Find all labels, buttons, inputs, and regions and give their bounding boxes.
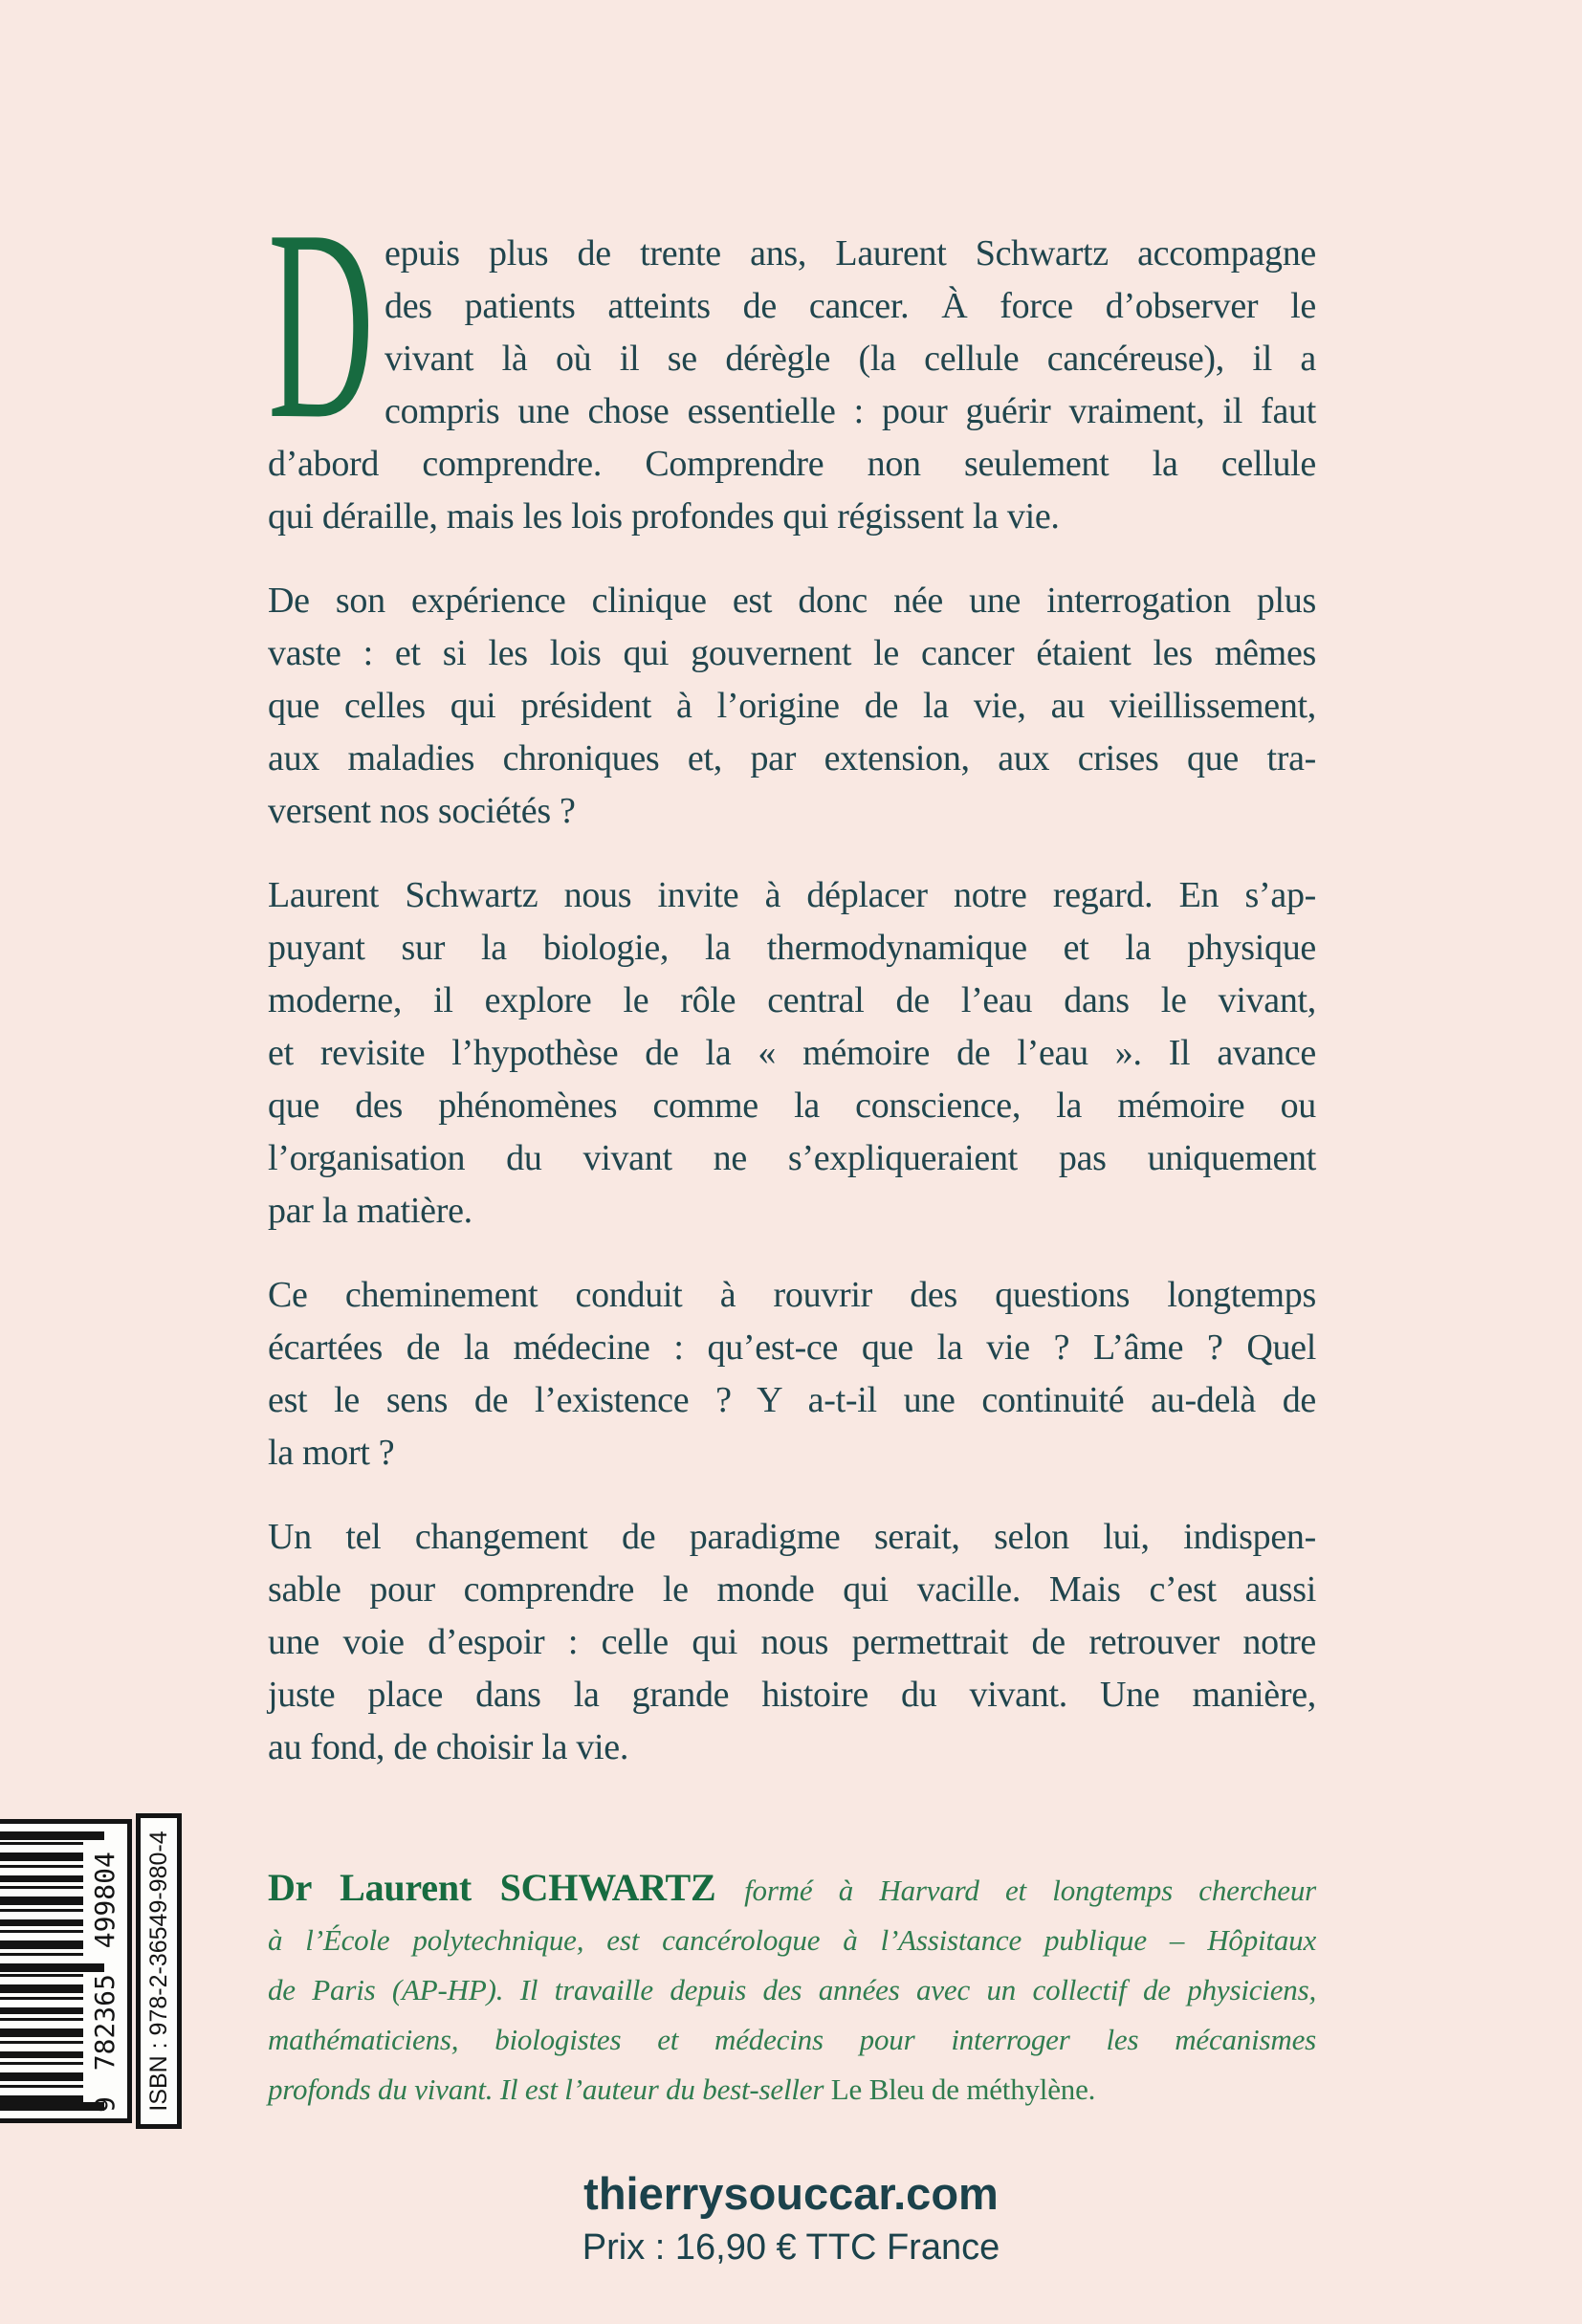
text-line: moderne, il explore le rôle central de l’eau dans le vivant, [268, 980, 1316, 1020]
text-line: écartées de la médecine : qu’est-ce que la vie ? L’âme ? Quel [268, 1327, 1316, 1368]
text-line: vivant là où il se dérègle (la cellule cancéreuse), il a [385, 339, 1316, 379]
text-line: vaste : et si les lois qui gouvernent le cancer étaient les mêmes [268, 633, 1316, 673]
text-line: l’organisation du vivant ne s’expliqueraient pas uniquement [268, 1138, 1316, 1178]
text-line: au fond, de choisir la vie. [268, 1727, 629, 1767]
author-block [268, 1863, 1316, 2115]
text-line: juste place dans la grande histoire du vivant. Une manière, [268, 1675, 1316, 1715]
author-text-segment: à l’École polytechnique, est cancérologue à l’Assistance publique – Hôpitaux [268, 1923, 1316, 1957]
text-line: une voie d’espoir : celle qui nous permettrait de retrouver notre [268, 1622, 1316, 1662]
paragraph [268, 173, 1316, 543]
drop-cap [268, 173, 375, 475]
author-line [268, 1863, 1316, 1916]
author-line [268, 1916, 1316, 1965]
text-line: Ce cheminement conduit à rouvrir des questions longtemps [268, 1275, 1316, 1315]
paragraph [268, 1269, 1316, 1480]
text-line: aux maladies chroniques et, par extension, aux crises que tra- [268, 738, 1316, 778]
text-line: d’abord comprendre. Comprendre non seulement la cellule [268, 444, 1316, 484]
text-line: De son expérience clinique est donc née une interrogation plus [268, 581, 1316, 621]
text-line: par la matière. [268, 1191, 472, 1231]
paragraph [268, 575, 1316, 838]
text-line: que des phénomènes comme la conscience, la mémoire ou [268, 1085, 1316, 1126]
text-line: sable pour comprendre le monde qui vacille. Mais c’est aussi [268, 1569, 1316, 1610]
barcode-digits: 9 782365 499804 [89, 1852, 121, 2113]
author-text-segment: formé à Harvard et longtemps chercheur [744, 1874, 1316, 1907]
text-line: puyant sur la biologie, la thermodynamique et la physique [268, 928, 1316, 968]
text-line: Laurent Schwartz nous invite à déplacer notre regard. En s’ap- [268, 875, 1316, 915]
text-line: compris une chose essentielle : pour guérir vraiment, il faut [385, 391, 1316, 431]
text-line: qui déraille, mais les lois profondes qui régissent la vie. [268, 496, 1060, 537]
text-line: et revisite l’hypothèse de la « mémoire de l’eau ». Il avance [268, 1033, 1316, 1073]
author-line [268, 2065, 1316, 2115]
paragraph [268, 869, 1316, 1238]
text-line: Un tel changement de paradigme serait, selon lui, indispen- [268, 1517, 1316, 1557]
author-text-segment: profonds du vivant. Il est l’auteur du best-seller [268, 2072, 831, 2106]
publisher-website: thierrysouccar.com [583, 2168, 999, 2219]
author-text-segment: de Paris (AP-HP). Il travaille depuis des années avec un collectif de physiciens, [268, 1973, 1316, 2006]
drop-cap-letter: D [268, 173, 375, 475]
author-line [268, 2015, 1316, 2065]
author-text-segment: Dr Laurent SCHWARTZ [268, 1866, 745, 1909]
body-text [268, 173, 1316, 1806]
text-line: la mort ? [268, 1433, 395, 1473]
paragraph [268, 1511, 1316, 1774]
price-text: Prix : 16,90 € TTC France [582, 2227, 1000, 2268]
text-line: est le sens de l’existence ? Y a-t-il une continuité au-delà de [268, 1380, 1316, 1420]
text-line: versent nos sociétés ? [268, 791, 576, 831]
author-line [268, 1965, 1316, 2015]
text-line: epuis plus de trente ans, Laurent Schwartz accompagne [385, 233, 1316, 274]
footer [0, 2167, 1582, 2269]
author-text-segment: mathématiciens, biologistes et médecins pour interroger les mécanismes [268, 2023, 1316, 2056]
isbn-text: ISBN : 978-2-36549-980-4 [145, 1831, 172, 2112]
barcode [0, 1819, 132, 2123]
text-line: que celles qui président à l’origine de la vie, au vieillissement, [268, 686, 1316, 726]
text-line: des patients atteints de cancer. À force d’observer le [385, 286, 1316, 326]
isbn-box [136, 1813, 182, 2129]
author-text-segment: Le Bleu de méthylène. [830, 2072, 1096, 2106]
